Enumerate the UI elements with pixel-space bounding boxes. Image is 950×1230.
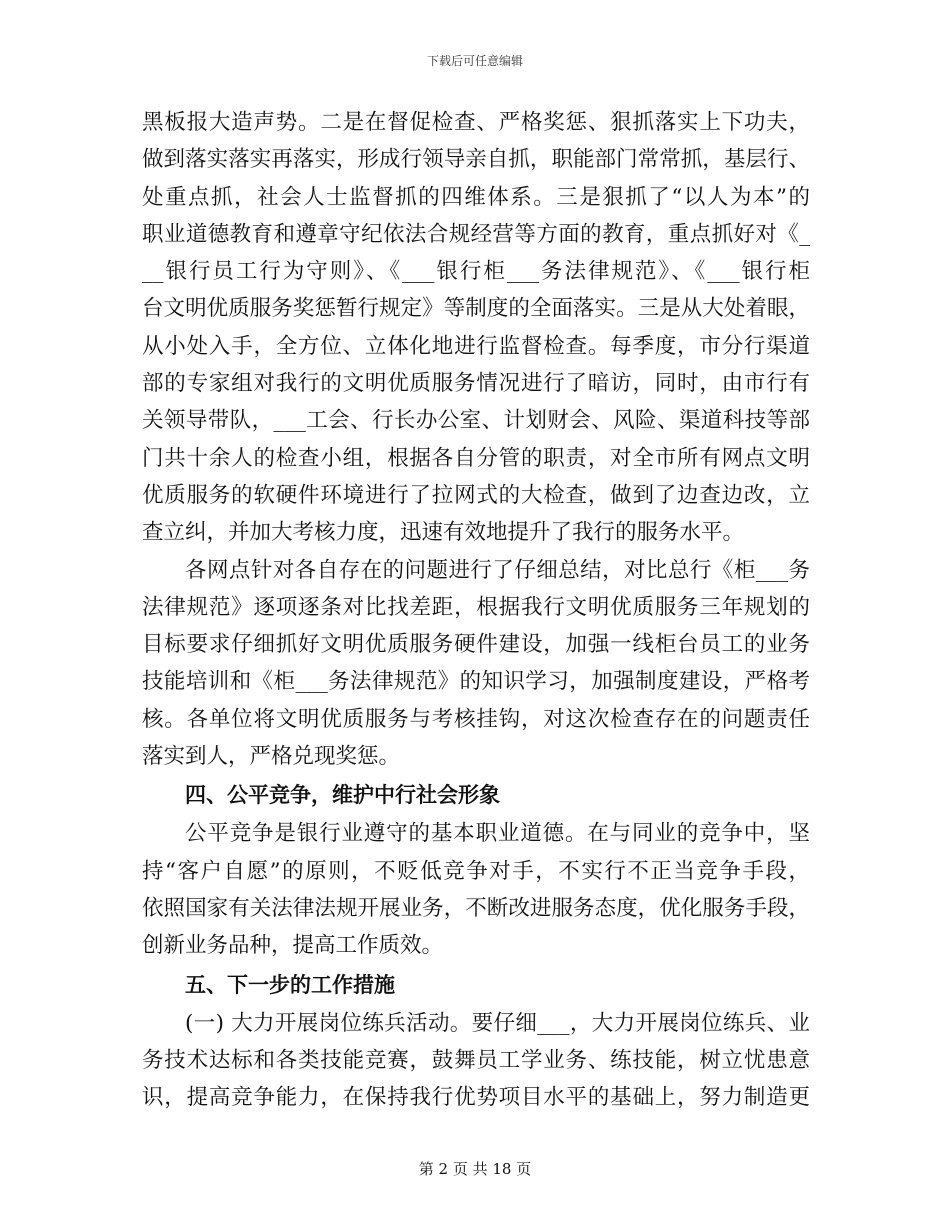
document-body bbox=[142, 104, 810, 1116]
text-line: 依照国家有关法律法规开展业务，不断改进服务态度，优化服务手段， bbox=[142, 895, 810, 921]
text-line: (一) 大力开展岗位练兵活动。要仔细___，大力开展岗位练兵、业 bbox=[185, 1010, 810, 1036]
text-line: 核。各单位将文明优质服务与考核挂钩，对这次检查存在的问题责任 bbox=[142, 706, 810, 732]
text-line: 法律规范》逐项逐条对比找差距，根据我行文明优质服务三年规划的 bbox=[142, 594, 810, 620]
text-line: 落实到人，严格兑现奖惩。 bbox=[142, 744, 401, 770]
section-heading: 五、下一步的工作措施 bbox=[185, 972, 395, 997]
text-line: 持“客户自愿”的原则，不贬低竞争对手，不实行不正当竞争手段， bbox=[142, 858, 810, 884]
text-line: 查立纠，并加大考核力度，迅速有效地提升了我行的服务水平。 bbox=[142, 520, 745, 546]
paragraph bbox=[142, 815, 810, 964]
paragraph bbox=[142, 104, 810, 552]
text-line: 务技术达标和各类技能竞赛，鼓舞员工学业务、练技能，树立忧患意 bbox=[142, 1047, 810, 1073]
text-line: 优质服务的软硬件环境进行了拉网式的大检查，做到了边查边改，立 bbox=[142, 482, 810, 508]
page-number: 第 2 页 共 18 页 bbox=[418, 1160, 532, 1178]
text-line: 台文明优质服务奖惩暂行规定》等制度的全面落实。三是从大处着眼， bbox=[142, 296, 810, 322]
text-line: 创新业务品种，提高工作质效。 bbox=[142, 933, 444, 959]
section-heading: 四、公平竞争，维护中行社会形象 bbox=[185, 783, 500, 808]
text-line: 门共十余人的检查小组，根据各自分管的职责，对全市所有网点文明 bbox=[142, 445, 810, 471]
text-line: __银行员工行为守则》、《___银行柜___务法律规范》、《___银行柜 bbox=[142, 259, 810, 285]
text-line: 各网点针对各自存在的问题进行了仔细总结，对比总行《柜___务 bbox=[185, 557, 810, 583]
paragraph bbox=[142, 1005, 810, 1117]
text-line: 职业道德教育和遵章守纪依法合规经营等方面的教育，重点抓好对《_ bbox=[142, 221, 810, 247]
text-line: 识，提高竞争能力，在保持我行优势项目水平的基础上，努力制造更 bbox=[142, 1085, 810, 1111]
text-line: 处重点抓，社会人士监督抓的四维体系。三是狠抓了“以人为本”的 bbox=[142, 184, 810, 210]
text-line: 从小处入手，全方位、立体化地进行监督检查。每季度，市分行渠道 bbox=[142, 333, 810, 359]
text-line: 做到落实落实再落实，形成行领导亲自抓，职能部门常常抓，基层行、 bbox=[142, 147, 810, 173]
page-header: 下载后可任意编辑 bbox=[426, 54, 523, 68]
text-line: 黑板报大造声势。二是在督促检查、严格奖惩、狠抓落实上下功夫， bbox=[142, 110, 810, 135]
text-line: 公平竞争是银行业遵守的基本职业道德。在与同业的竞争中，坚 bbox=[185, 821, 810, 847]
text-line: 目标要求仔细抓好文明优质服务硬件建设，加强一线柜台员工的业务 bbox=[142, 632, 810, 658]
text-line: 技能培训和《柜___务法律规范》的知识学习，加强制度建设，严格考 bbox=[142, 669, 810, 695]
text-line: 部的专家组对我行的文明优质服务情况进行了暗访，同时，由市行有 bbox=[142, 371, 810, 397]
text-line: 关领导带队，___工会、行长办公室、计划财会、风险、渠道科技等部 bbox=[142, 408, 810, 434]
paragraph bbox=[142, 552, 810, 776]
